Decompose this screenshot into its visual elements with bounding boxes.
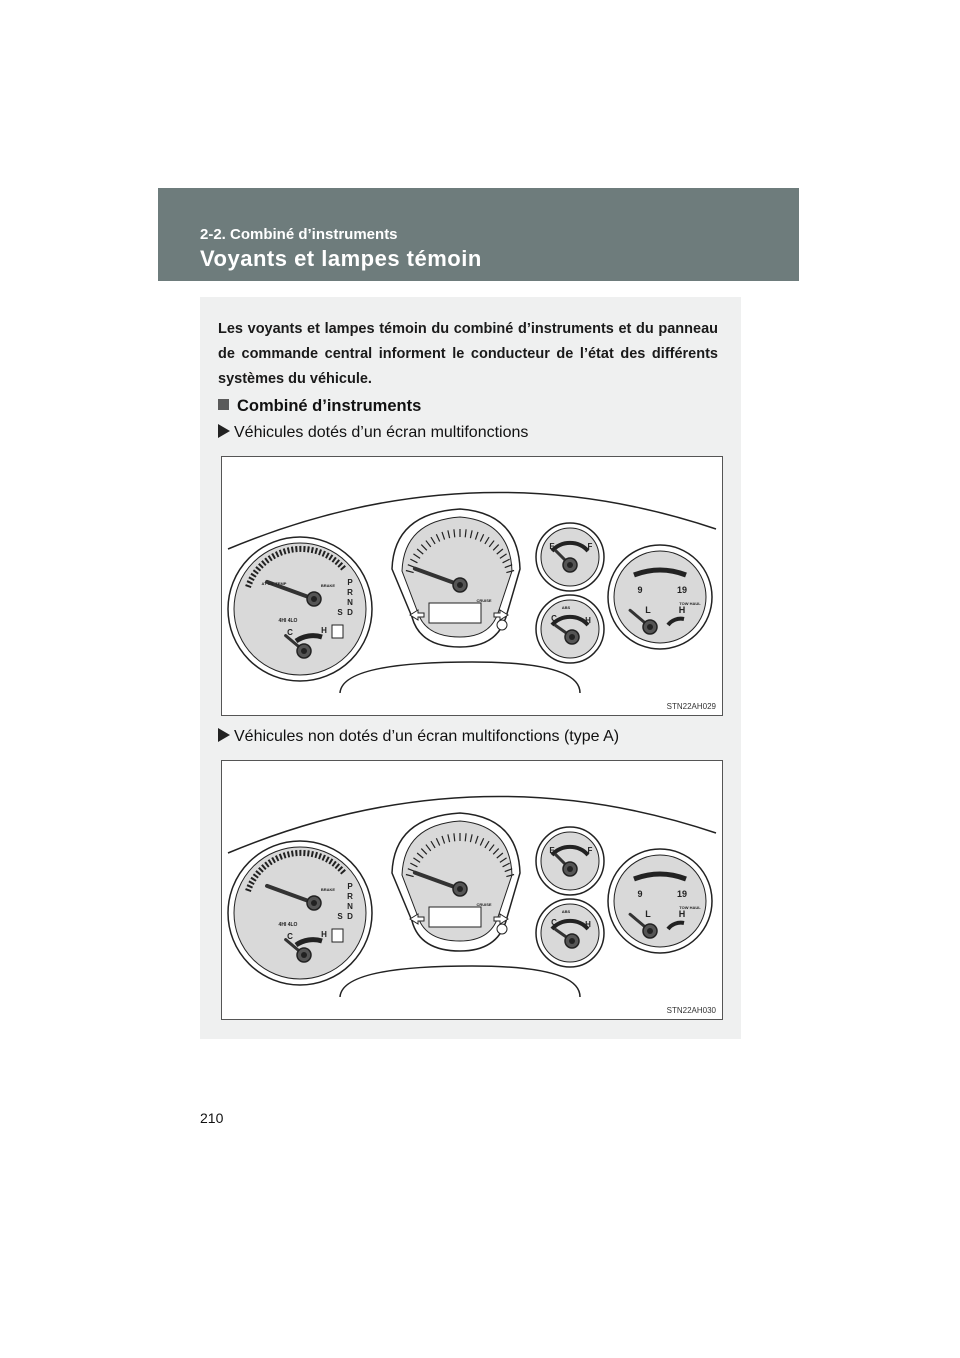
- gear-s-label: S: [337, 608, 343, 617]
- indicator-box: [332, 625, 343, 638]
- gear-p-label: P: [347, 882, 353, 891]
- volt-9-label: 9: [637, 889, 643, 899]
- oil-h-label: H: [585, 920, 591, 929]
- steering-column-outline: [340, 662, 580, 693]
- gear-d-label: D: [347, 608, 353, 617]
- volt-l-label: L: [645, 605, 651, 615]
- multi-display: [429, 907, 481, 927]
- four-wheel-drive-label: 4HI 4LO: [278, 922, 298, 928]
- fuel-gauge-face: [541, 832, 599, 890]
- fuel-e-label: E: [549, 846, 555, 855]
- needle-hub-center: [647, 928, 653, 934]
- needle-hub-center: [311, 900, 317, 906]
- triangle-arrow-icon: [218, 728, 230, 742]
- gear-r-label: R: [347, 588, 353, 597]
- figure-2-caption-text: Véhicules non dotés d’un écran multifonctions (type A): [234, 728, 620, 745]
- instrument-cluster-illustration-2: [222, 761, 722, 1019]
- steering-column-outline: [340, 966, 580, 997]
- section-heading-text: Combiné d’instruments: [237, 397, 422, 415]
- fuel-f-label: F: [587, 846, 593, 855]
- gear-n-label: N: [347, 598, 353, 607]
- at-oil-temp-label: AT OIL TEMP: [261, 581, 287, 586]
- needle-hub-center: [567, 866, 573, 872]
- oil-c-label: C: [551, 614, 557, 623]
- abs-label: ABS: [561, 909, 571, 914]
- needle-hub-center: [301, 952, 307, 958]
- fuel-e-label: E: [549, 542, 555, 551]
- volt-9-label: 9: [637, 585, 643, 595]
- multi-display: [429, 603, 481, 623]
- temp-h-label: H: [321, 626, 327, 635]
- figure-1-caption-text: Véhicules dotés d’un écran multifonctions: [234, 424, 529, 441]
- volt-19-label: 19: [676, 585, 688, 595]
- instrument-cluster-illustration-1: [222, 457, 722, 715]
- needle-hub-center: [457, 582, 463, 588]
- needle-hub-center: [567, 562, 573, 568]
- cruise-label: CRUISE: [476, 598, 492, 603]
- figure-1-caption: [218, 424, 528, 442]
- fuel-gauge-face: [541, 528, 599, 586]
- needle-hub-center: [457, 886, 463, 892]
- oil-h-label: H: [585, 616, 591, 625]
- section-label: 2-2. Combiné d’instruments: [200, 226, 398, 243]
- trip-knob: [497, 620, 507, 630]
- volt-h-label: H: [678, 909, 686, 919]
- page-title: Voyants et lampes témoin: [200, 246, 482, 271]
- gear-d-label: D: [347, 912, 353, 921]
- tow-haul-label: TOW HAUL: [679, 905, 701, 910]
- volt-gauge-face: [614, 551, 706, 643]
- section-heading: [218, 397, 421, 416]
- gear-s-label: S: [337, 912, 343, 921]
- cruise-label: CRUISE: [476, 902, 492, 907]
- needle-hub-center: [301, 648, 307, 654]
- needle-hub-center: [647, 624, 653, 630]
- volt-h-label: H: [678, 605, 686, 615]
- figure-1-code: STN22AH029: [666, 702, 716, 711]
- temp-h-label: H: [321, 930, 327, 939]
- figure-1: [221, 456, 723, 716]
- triangle-arrow-icon: [218, 424, 230, 438]
- square-bullet-icon: [218, 399, 229, 410]
- gear-n-label: N: [347, 902, 353, 911]
- volt-gauge-face: [614, 855, 706, 947]
- chapter-header: [158, 188, 799, 281]
- needle-hub-center: [311, 596, 317, 602]
- figure-2: [221, 760, 723, 1020]
- figure-2-code: STN22AH030: [666, 1006, 716, 1015]
- temp-c-label: C: [287, 932, 293, 941]
- oil-c-label: C: [551, 918, 557, 927]
- four-wheel-drive-label: 4HI 4LO: [278, 618, 298, 624]
- needle-hub-center: [569, 938, 575, 944]
- trip-knob: [497, 924, 507, 934]
- figure-2-caption: [218, 728, 619, 746]
- volt-l-label: L: [645, 909, 651, 919]
- brake-warning-label: BRAKE: [320, 583, 336, 588]
- brake-warning-label: BRAKE: [320, 887, 336, 892]
- fuel-f-label: F: [587, 542, 593, 551]
- indicator-box: [332, 929, 343, 942]
- tow-haul-label: TOW HAUL: [679, 601, 701, 606]
- page-number: 210: [200, 1110, 224, 1126]
- gear-r-label: R: [347, 892, 353, 901]
- needle-hub-center: [569, 634, 575, 640]
- abs-label: ABS: [561, 605, 571, 610]
- volt-19-label: 19: [676, 889, 688, 899]
- intro-paragraph: Les voyants et lampes témoin du combiné d’instruments et du panneau de commande central informent le conducteur de l’état des différents systèmes du véhicule.: [218, 321, 718, 387]
- gear-p-label: P: [347, 578, 353, 587]
- temp-c-label: C: [287, 628, 293, 637]
- content-panel: [200, 297, 741, 1039]
